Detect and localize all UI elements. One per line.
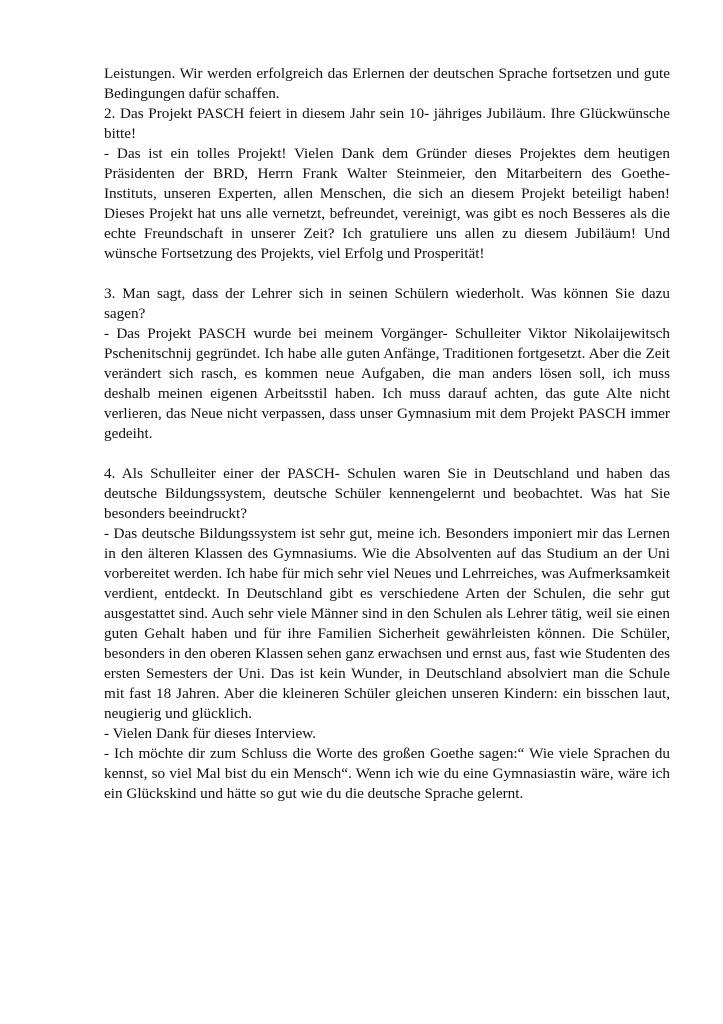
question-2: 2. Das Projekt PASCH feiert in diesem Jahr sein 10- jähriges Jubiläum. Ihre Glückwünsche bitte! — [104, 105, 670, 142]
paragraph-gap — [104, 264, 670, 284]
answer-4: - Das deutsche Bildungssystem ist sehr gut, meine ich. Besonders imponiert mir das Lernen in den älteren Klassen des Gymnasiums. Wie die Absolventen auf das Studium an der Uni vorbereitet werden. Ich habe für mich sehr viel Neues und Lehrreiches, was Aufmerksamkeit verdient, entdeckt. In Deutschland gibt es verschiedene Arten der Schulen, die sehr gut ausgestattet sind. Auch sehr viele Männer sind in den Schulen als Lehrer tätig, weil sie einen guten Gehalt haben und für ihre Familien Sicherheit gewährleisten können. Die Schüler, besonders in den oberen Klassen sehen ganz erwachsen und ernst aus, fast wie Studenten des ersten Semesters der Uni. Das ist kein Wunder, in Deutschland absolviert man die Schule mit fast 18 Jahren. Aber die kleineren Schüler gleichen unseren Kindern: ein bisschen laut, neugierig und glücklich. — [104, 525, 670, 722]
question-4: 4. Als Schulleiter einer der PASCH- Schulen waren Sie in Deutschland und haben das deutsche Bildungssystem, deutsche Schüler kennengelernt und beobachtet. Was hat Sie besonders beeindruckt? — [104, 465, 670, 522]
paragraph-intro-end: Leistungen. Wir werden erfolgreich das Erlernen der deutschen Sprache fortsetzen und gute Bedingungen dafür schaffen. — [104, 65, 670, 102]
question-3: 3. Man sagt, dass der Lehrer sich in seinen Schülern wiederholt. Was können Sie dazu sagen? — [104, 285, 670, 322]
paragraph-gap — [104, 444, 670, 464]
closing-thanks: - Vielen Dank für dieses Interview. — [104, 725, 317, 742]
closing-answer: - Ich möchte dir zum Schluss die Worte des großen Goethe sagen:“ Wie viele Sprachen du kennst, so viel Mal bist du ein Mensch“. Wenn ich wie du eine Gymnasiastin wäre, wäre ich ein Glückskind und hätte so gut wie du die deutsche Sprache gelernt. — [104, 745, 670, 802]
document-page — [104, 64, 670, 804]
answer-3: - Das Projekt PASCH wurde bei meinem Vorgänger- Schulleiter Viktor Nikolaijewitsch Pschenitschnij gegründet. Ich habe alle guten Anfänge, Traditionen fortgesetzt. Aber die Zeit verändert sich rasch, es kommen neue Aufgaben, die man anders lösen soll, ich muss deshalb meinen eigenen Arbeitsstil haben. Ich muss darauf achten, das gute Alte nicht verlieren, das Neue nicht verpassen, dass unser Gymnasium mit dem Projekt PASCH immer gedeiht. — [104, 325, 670, 442]
answer-2: - Das ist ein tolles Projekt! Vielen Dank dem Gründer dieses Projektes dem heutigen Präsidenten der BRD, Herrn Frank Walter Steinmeier, den Mitarbeitern des Goethe- Instituts, unseren Experten, allen Menschen, die sich an diesem Projekt beteiligt haben! Dieses Projekt hat uns alle vernetzt, befreundet, vereinigt, was gibt es noch Besseres als die echte Freundschaft in unserer Zeit? Ich gratuliere uns allen zu diesem Jubiläum! Und wünsche Fortsetzung des Projekts, viel Erfolg und Prosperität! — [104, 145, 670, 262]
